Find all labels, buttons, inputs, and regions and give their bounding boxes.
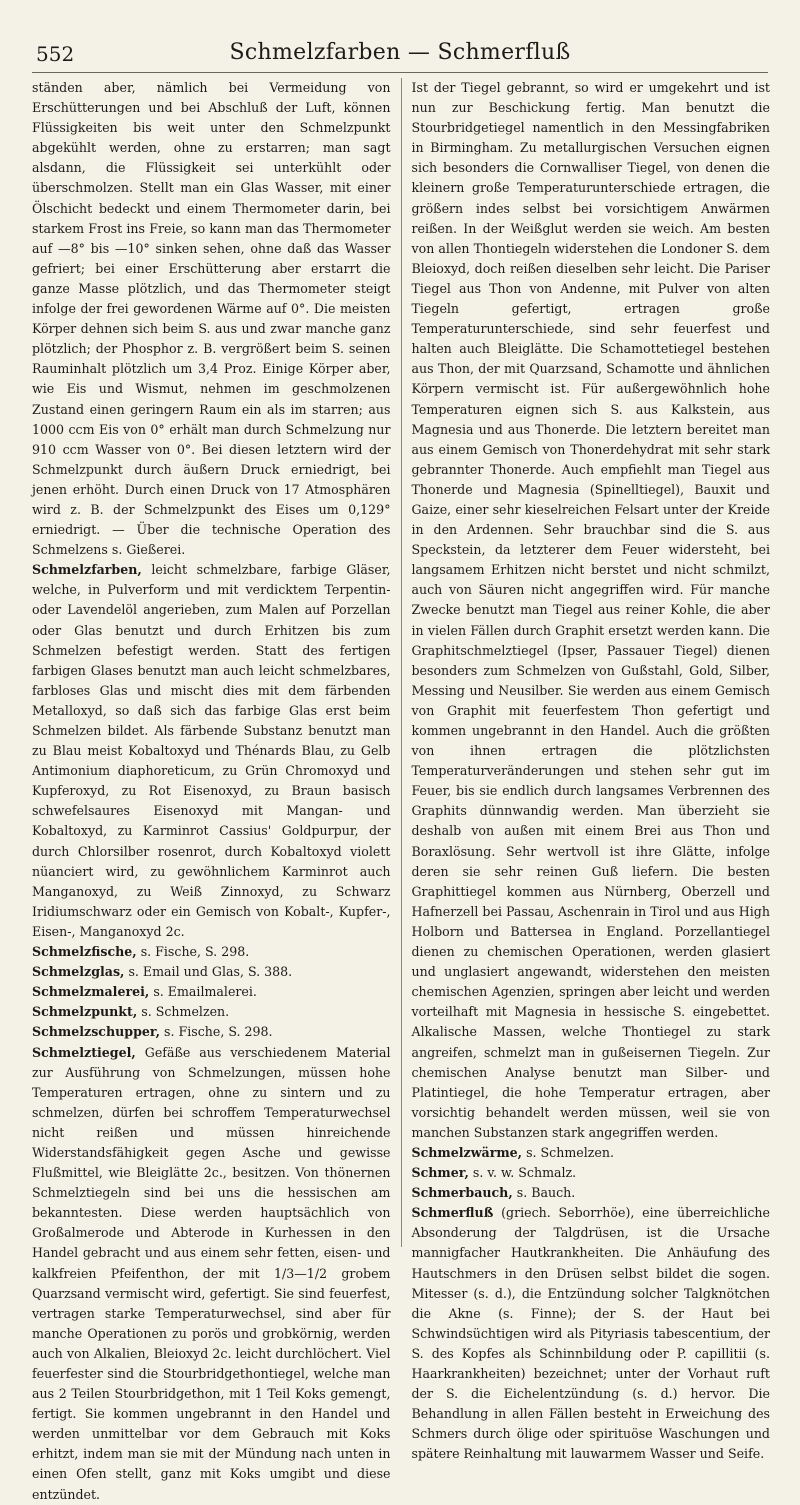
left-column	[32, 78, 391, 1502]
dictionary-entry	[32, 1002, 391, 1022]
entry-text: Ist der Tiegel gebrannt, so wird er umgekehrt und ist nun zur Beschickung fertig. Man benutzt die Stourbridgetiegel namentlich in den Messingfabriken in Birmingham. Zu metallurgischen Versuchen eignen sich besonders die Cornwalliser Tiegel, von denen die kleinern große Temperaturunterschiede ertragen, die größern indes selbst bei vorsichtigem Anwärmen reißen. In der Weißglut werden sie weich. Am besten von allen Thontiegeln widerstehen die Londoner S. dem Bleioxyd, doch reißen dieselben sehr leicht. Die Pariser Tiegel aus Thon von Andenne, mit Pulver von alten Tiegeln gefertigt, ertragen große Temperaturunterschiede, sind sehr feuerfest und halten auch Bleiglätte. Die Schamottetiegel bestehen aus Thon, der mit Quarzsand, Schamotte und ähnlichen Körpern vermischt ist. Für außergewöhnlich hohe Temperaturen eignen sich S. aus Kalkstein, aus Magnesia und aus Thonerde. Die letztern bereitet man aus einem Gemisch von Thonerdehydrat mit sehr stark gebrannter Thonerde. Auch empfiehlt man Tiegel aus Thonerde und Magnesia (Spinelltiegel), Bauxit und Gaize, einer sehr kieselreichen Felsart unter der Kreide in den Ardennen. Sehr brauchbar sind die S. aus Speckstein, da letzterer dem Feuer widersteht, bei langsamem Erhitzen nicht berstet und nicht schmilzt, auch von Säuren nicht angegriffen wird. Für manche Zwecke benutzt man Tiegel aus reiner Kohle, die aber in vielen Fällen durch Graphit ersetzt werden kann. Die Graphitschmelztiegel (Ipser, Passauer Tiegel) dienen besonders zum Schmelzen von Gußstahl, Gold, Silber, Messing und Neusilber. Sie werden aus einem Gemisch von Graphit mit feuerfestem Thon gefertigt und kommen ungebrannt in den Handel. Auch die größten von ihnen ertragen die plötzlichsten Temperaturveränderungen und stehen sehr gut im Feuer, bis sie endlich durch langsames Verbrennen des Graphits dünnwandig werden. Man überzieht sie deshalb von außen mit einem Brei aus Thon und Boraxlösung. Sehr wertvoll ist ihre Glätte, infolge deren sie sehr reinen Guß liefern. Die besten Graphittiegel kommen aus Nürnberg, Oberzell und Hafnerzell bei Passau, Aschenrain in Tirol und aus High Holborn und Battersea in England. Porzellantiegel dienen zu chemischen Operationen, werden glasiert und unglasiert angewandt, widerstehen den meisten chemischen Agenzien, springen aber leicht und werden vorteilhaft mit Magnesia in hessische S. eingebettet. Alkalische Massen, welche Thontiegel zu stark angreifen, schmelzt man in gußeisernen Tiegeln. Zur chemischen Analyse benutzt man Silber- und Platintiegel, die hohe Temperatur ertragen, aber vorsichtig behandelt werden müssen, weil sie von manchen Substanzen stark angegriffen werden.	[411, 80, 770, 1140]
entry-headword: Schmelzglas,	[32, 964, 125, 980]
entry-text: s. Emailmalerei.	[153, 984, 257, 1000]
entry-text: s. Bauch.	[516, 1185, 576, 1201]
entry-headword: Schmer,	[411, 1165, 469, 1181]
entry-headword: Schmelzpunkt,	[32, 1004, 138, 1020]
dictionary-entry	[32, 78, 391, 560]
dictionary-entry	[412, 1203, 771, 1464]
dictionary-entry	[412, 1143, 771, 1163]
dictionary-entry	[32, 1022, 391, 1042]
entry-headword: Schmelztiegel,	[32, 1044, 136, 1060]
entry-text: s. Fische, S. 298.	[164, 1024, 273, 1040]
dictionary-entry	[32, 560, 391, 942]
dictionary-entry	[32, 962, 391, 982]
page-header	[32, 34, 768, 73]
entry-headword: Schmelzmalerei,	[32, 984, 150, 1000]
entry-headword: Schmelzfarben,	[32, 562, 142, 578]
entry-text: s. Schmelzen.	[141, 1004, 230, 1020]
text-columns	[32, 78, 770, 1502]
column-divider	[401, 78, 402, 1247]
entry-text: (griech. Seborrhöe), eine überreichliche Absonderung der Talgdrüsen, ist die Ursache mannigfacher Hautkrankheiten. Die Anhäufung des Hautschmers in den Drüsen selbst bildet die sogen. Mitesser (s. d.), die Entzündung solcher Talgknötchen die Akne (s. Finne); der S. der Haut bei Schwindsüchtigen wird als Pityriasis tabescentium, der S. des Kopfes als Schinnbildung oder P. capillitii (s. Haarkrankheiten) bezeichnet; unter der Vorhaut ruft der S. die Eichelentzündung (s. d.) hervor. Die Behandlung in allen Fällen besteht in Erweichung des Schmers durch ölige oder spirituöse Waschungen und spätere Reinhaltung mit lauwarmem Wasser und Seife.	[411, 1205, 770, 1462]
entry-text: s. Email und Glas, S. 388.	[128, 964, 293, 980]
entry-text: leicht schmelzbare, farbige Gläser, welche, in Pulverform und mit verdicktem Terpentin- oder Lavendelöl angerieben, zum Malen auf Porzellan oder Glas benutzt und durch Erhitzen bis zum Schmelzen befestigt werden. Statt des fertigen farbigen Glases benutzt man auch leicht schmelzbares, farbloses Glas und mischt dies mit dem färbenden Metalloxyd, so daß sich das farbige Glas erst beim Schmelzen bildet. Als färbende Substanz benutzt man zu Blau meist Kobaltoxyd und Thénards Blau, zu Gelb Antimonium diaphoreticum, zu Grün Chromoxyd und Kupferoxyd, zu Rot Eisenoxyd, zu Braun basisch schwefelsaures Eisenoxyd mit Mangan- und Kobaltoxyd, zu Karminrot Cassius' Goldpurpur, der durch Chlorsilber rosenrot, durch Kobaltoxyd violett nüanciert wird, zu gewöhnlichem Karminrot auch Manganoxyd, zu Weiß Zinnoxyd, zu Schwarz Iridiumschwarz oder ein Gemisch von Kobalt-, Kupfer-, Eisen-, Manganoxyd 2c.	[32, 562, 391, 939]
dictionary-entry	[32, 942, 391, 962]
dictionary-entry	[412, 78, 771, 1143]
dictionary-entry	[32, 982, 391, 1002]
dictionary-entry	[32, 1043, 391, 1505]
entry-headword: Schmelzfische,	[32, 944, 137, 960]
entry-text: s. Fische, S. 298.	[140, 944, 250, 960]
entry-text: s. Schmelzen.	[526, 1144, 614, 1160]
entry-text: s. v. w. Schmalz.	[472, 1165, 577, 1181]
entry-text: Gefäße aus verschiedenem Material zur Ausführung von Schmelzungen, müssen hohe Temperaturen ertragen, ohne zu sintern und zu schmelzen, dürfen bei schroffem Temperaturwechsel nicht reißen und müssen hinreichende Widerstandsfähigkeit gegen Asche und gewisse Flußmittel, wie Bleiglätte 2c., besitzen. Von thönernen Schmelztiegeln sind bei uns die hessischen am bekanntesten. Diese werden hauptsächlich von Großalmerode und Abterode in Kurhessen in den Handel gebracht und aus einem sehr fetten, eisen- und kalkfreien Pfeifenthon, der mit 1/3—1/2 grobem Quarzsand vermischt wird, gefertigt. Sie sind feuerfest, vertragen starke Temperaturwechsel, sind aber für manche Operationen zu porös und grobkörnig, werden auch von Alkalien, Bleioxyd 2c. leicht durchlöchert. Viel feuerfester sind die Stourbridgethontiegel, welche man aus 2 Teilen Stourbridgethon, mit 1 Teil Koks gemengt, fertigt. Sie kommen ungebrannt in den Handel und werden unmittelbar vor dem Gebrauch mit Koks erhitzt, indem man sie mit der Mündung nach unten in einen Ofen stellt, ganz mit Koks umgibt und diese entzündet.	[32, 1044, 391, 1502]
right-column	[411, 78, 771, 1462]
dictionary-entry	[412, 1163, 771, 1183]
entry-headword: Schmerbauch,	[411, 1185, 513, 1201]
entry-text: ständen aber, nämlich bei Vermeidung von Erschütterungen und bei Abschluß der Luft, können Flüssigkeiten bis weit unter den Schmelzpunkt abgekühlt werden, ohne zu erstarren; man sagt alsdann, die Flüssigkeit sei unterkühlt oder überschmolzen. Stellt man ein Glas Wasser, mit einer Ölschicht bedeckt und einem Thermometer darin, bei starkem Frost ins Freie, so kann man das Thermometer auf —8° bis —10° sinken sehen, ohne daß das Wasser gefriert; bei einer Erschütterung aber erstarrt die ganze Masse plötzlich, und das Thermometer steigt infolge der frei gewordenen Wärme auf 0°. Die meisten Körper dehnen sich beim S. aus und zwar manche ganz plötzlich; der Phosphor z. B. vergrößert beim S. seinen Rauminhalt plötzlich um 3,4 Proz. Einige Körper aber, wie Eis und Wismut, nehmen im geschmolzenen Zustand einen geringern Raum ein als im starren; aus 1000 ccm Eis von 0° erhält man durch Schmelzung nur 910 ccm Wasser von 0°. Bei diesen letztern wird der Schmelzpunkt durch äußern Druck erniedrigt, bei jenen erhöht. Durch einen Druck von 17 Atmosphären wird z. B. der Schmelzpunkt des Eises um 0,129° erniedrigt. — Über die technische Operation des Schmelzens s. Gießerei.	[32, 80, 391, 558]
running-head: Schmelzfarben — Schmerfluß	[229, 40, 571, 65]
page-number: 552	[36, 42, 75, 66]
entry-headword: Schmelzwärme,	[411, 1144, 523, 1160]
entry-headword: Schmelzschupper,	[32, 1024, 160, 1040]
entry-headword: Schmerfluß	[411, 1205, 494, 1221]
dictionary-entry	[412, 1183, 771, 1203]
